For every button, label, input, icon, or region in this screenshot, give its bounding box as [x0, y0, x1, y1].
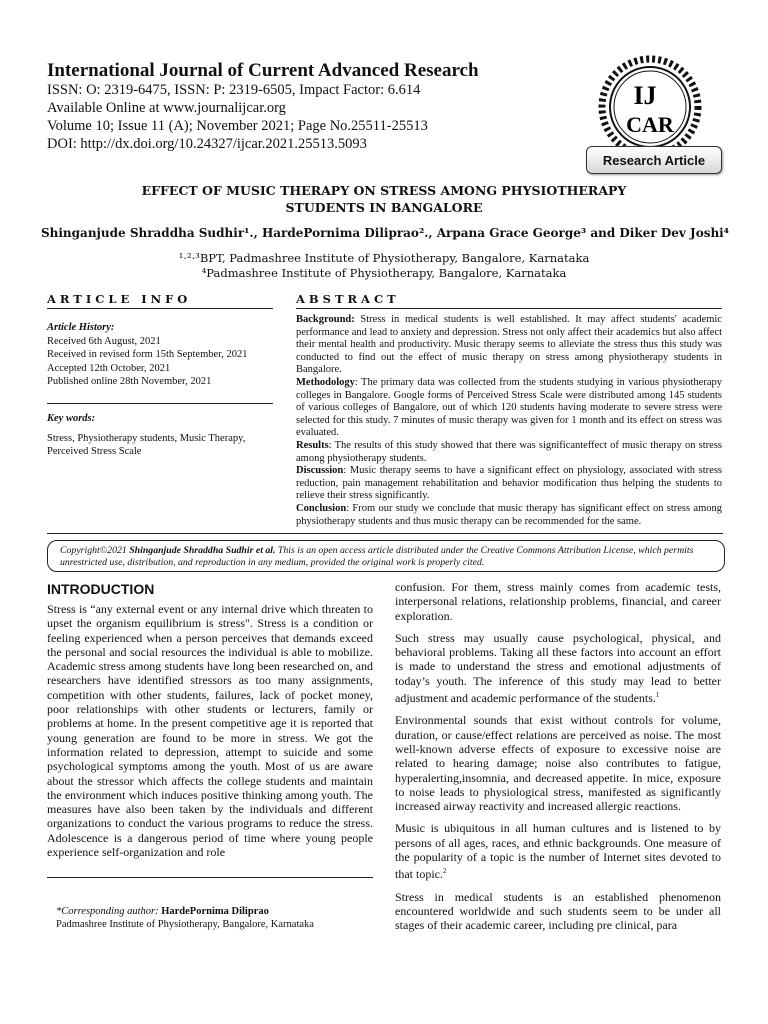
citation-ref: 2	[443, 867, 447, 876]
article-info-heading: ARTICLE INFO	[47, 292, 192, 306]
paper-title-line-1: EFFECT OF MUSIC THERAPY ON STRESS AMONG PHYSIOTHERAPY	[141, 183, 627, 198]
background-label: Background:	[296, 314, 355, 325]
intro-paragraph	[395, 821, 721, 881]
intro-paragraph: Stress is “any external event or any internal drive which threaten to upset the organism equilibrium is stress". Stress is a condition or feeling experienced when a person perceives that demands exceed the personal and social resources the individual is able to mobilize. Academic stress among students have long been researched on, and researchers have identified stressors as too many assignments, competition with other students, failures, lack of pocket money, poor relationships with other students or lecturers, family or problems at home. In the present competitive age it is reported that young generation are found to be more in stress. We got the information related to depression, attempt to suicide and some psychological symptoms among the youth. Most of us are aware about the stressor which affects the college students and maintain the environment which induces positive thinking among youth. The measures have also been taken by the individuals and different organizations to conduct the various programs to reduce the stress. Adolescence is a dangerous period of time where young people experience self-organization and role	[47, 602, 373, 860]
intro-paragraph: confusion. For them, stress mainly comes from academic tests, interpersonal relations, relationship problems, financial, and career exploration.	[395, 580, 721, 623]
intro-paragraph	[395, 631, 721, 705]
divider	[47, 308, 273, 309]
discussion-label: Discussion	[296, 465, 344, 477]
copyright-prefix: Copyright©2021	[60, 545, 130, 556]
divider	[47, 533, 723, 534]
corresponding-label: *Corresponding author:	[56, 906, 162, 917]
copyright-text: This is an open access article distributed under the Creative Commons Attribution License, which permits unrestricted use, distribution, and reproduction in any medium, provided the original work is properly cited.	[60, 545, 694, 568]
corresponding-author	[56, 905, 366, 931]
divider	[296, 308, 722, 309]
results-label: Results	[296, 439, 329, 451]
published-date: Published online 28th November, 2021	[47, 376, 212, 387]
journal-volume: Volume 10; Issue 11 (A); November 2021; Page No.25511-25513	[47, 118, 428, 134]
keywords-block	[47, 412, 272, 459]
footnote-divider	[47, 877, 373, 878]
methodology-text: : The primary data was collected from the students studying in various physiotherapy colleges in Bangalore. Google forms of Perceived Stress Scale were distributed among 145 students of various colleges of Bangalore, out of which 120 students having moderate to severe stress were selected for this study. 7 minutes of music therapy was given for 1 month and its effect on stress was evaluated.	[296, 376, 722, 439]
affiliation-2: ⁴Padmashree Institute of Physiotherapy, Bangalore, Karnataka	[201, 266, 567, 280]
intro-left-column	[47, 602, 373, 867]
journal-doi: DOI: http://dx.doi.org/10.24327/ijcar.2021.25513.5093	[47, 136, 367, 152]
revised-date: Received in revised form 15th September, 2021	[47, 349, 248, 360]
research-article-badge: Research Article	[586, 146, 722, 174]
journal-issn: ISSN: O: 2319-6475, ISSN: P: 2319-6505, Impact Factor: 6.614	[47, 82, 421, 98]
abstract-conclusion	[296, 503, 722, 528]
abstract-heading: ABSTRACT	[296, 292, 400, 306]
paper-title-line-2: STUDENTS IN BANGALORE	[285, 200, 483, 215]
abstract-background	[296, 314, 722, 377]
intro-paragraph-text: Music is ubiquitous in all human cultures and is listened to by persons of all ages, races, and ethnic backgrounds. One measure of the popularity of a topic is the number of Internet sites devoted to that topic.	[395, 821, 721, 882]
conclusion-text: : From our study we conclude that music therapy has significant effect on stress among physiotherapy students and thus music therapy can be recommended for the same.	[296, 502, 722, 527]
abstract-discussion	[296, 465, 722, 503]
results-text: : The results of this study showed that there was significanteffect of music therapy on stress among physiotherapy students.	[296, 439, 722, 464]
intro-paragraph-text: Such stress may usually cause psychological, physical, and behavioral problems. Taking all these factors into account an effort is made to understand the stress and emotional adjustments of today’s youth. The inference of this study may lead to better adjustment and academic performance of the students.	[395, 630, 721, 706]
article-history	[47, 321, 272, 389]
abstract-results	[296, 440, 722, 465]
affiliation-1: ¹·²·³BPT, Padmashree Institute of Physiotherapy, Bangalore, Karnataka	[178, 251, 590, 265]
background-text: Stress in medical students is well established. It may affect students' academic performance and lead to anxiety and depression. Stress not only affect their academics but also affect their mental health and productivity. Music therapy seems to alleviate the stress thus this study was conducted to find out the effect of music therapy on stress among physiotherapy students in Bangalore.	[296, 314, 722, 376]
logo-text-top: IJ	[633, 81, 657, 110]
journal-title: International Journal of Current Advanced Research	[47, 60, 479, 81]
intro-paragraph: Stress in medical students is an established phenomenon encountered worldwide and such students seem to be under all stages of their academic career, including pre clinical, para	[395, 889, 721, 933]
corresponding-name: HardePornima Diliprao	[161, 906, 269, 917]
conclusion-label: Conclusion	[296, 502, 347, 514]
keywords-label: Key words:	[47, 413, 96, 424]
abstract-body	[296, 314, 722, 528]
logo-text-bottom: CAR	[626, 112, 674, 137]
discussion-text: : Music therapy seems to have a significant effect on physiology, associated with stress reduction, pain management rehabilitation and behavior modification thus helping the students to relieve their stress significantly.	[296, 465, 722, 502]
journal-online: Available Online at www.journalijcar.org	[47, 100, 286, 116]
corresponding-address: Padmashree Institute of Physiotherapy, Bangalore, Karnataka	[56, 919, 314, 930]
intro-right-column	[395, 580, 721, 941]
author-list: Shinganjude Shraddha Sudhir¹., HardePornima Diliprao²., Arpana Grace George³ and Diker Dev Joshi⁴	[40, 226, 729, 240]
introduction-heading: INTRODUCTION	[47, 581, 155, 597]
history-label: Article History:	[47, 322, 115, 333]
copyright-notice	[60, 545, 710, 569]
keywords: Stress, Physiotherapy students, Music Therapy, Perceived Stress Scale	[47, 432, 246, 457]
copyright-authors: Shinganjude Shraddha Sudhir et al.	[129, 545, 276, 556]
intro-paragraph: Environmental sounds that exist without controls for volume, duration, or cause/effect relations are perceived as noise. The most well-known adverse effects of exposure to excessive noise are related to hearing damage; noise also contributes to fatigue, hyperalerting,insomnia, and decreased appetite. In mice, exposure to noise leads to physiological stress, manifested as significantly increased airway reactivity and increased allergic reactions.	[395, 713, 721, 814]
paper-title	[60, 182, 708, 216]
received-date: Received 6th August, 2021	[47, 335, 161, 347]
abstract-methodology	[296, 377, 722, 440]
methodology-label: Methodology	[296, 376, 355, 388]
divider	[47, 403, 273, 404]
accepted-date: Accepted 12th October, 2021	[47, 362, 171, 374]
citation-ref: 1	[655, 691, 660, 700]
